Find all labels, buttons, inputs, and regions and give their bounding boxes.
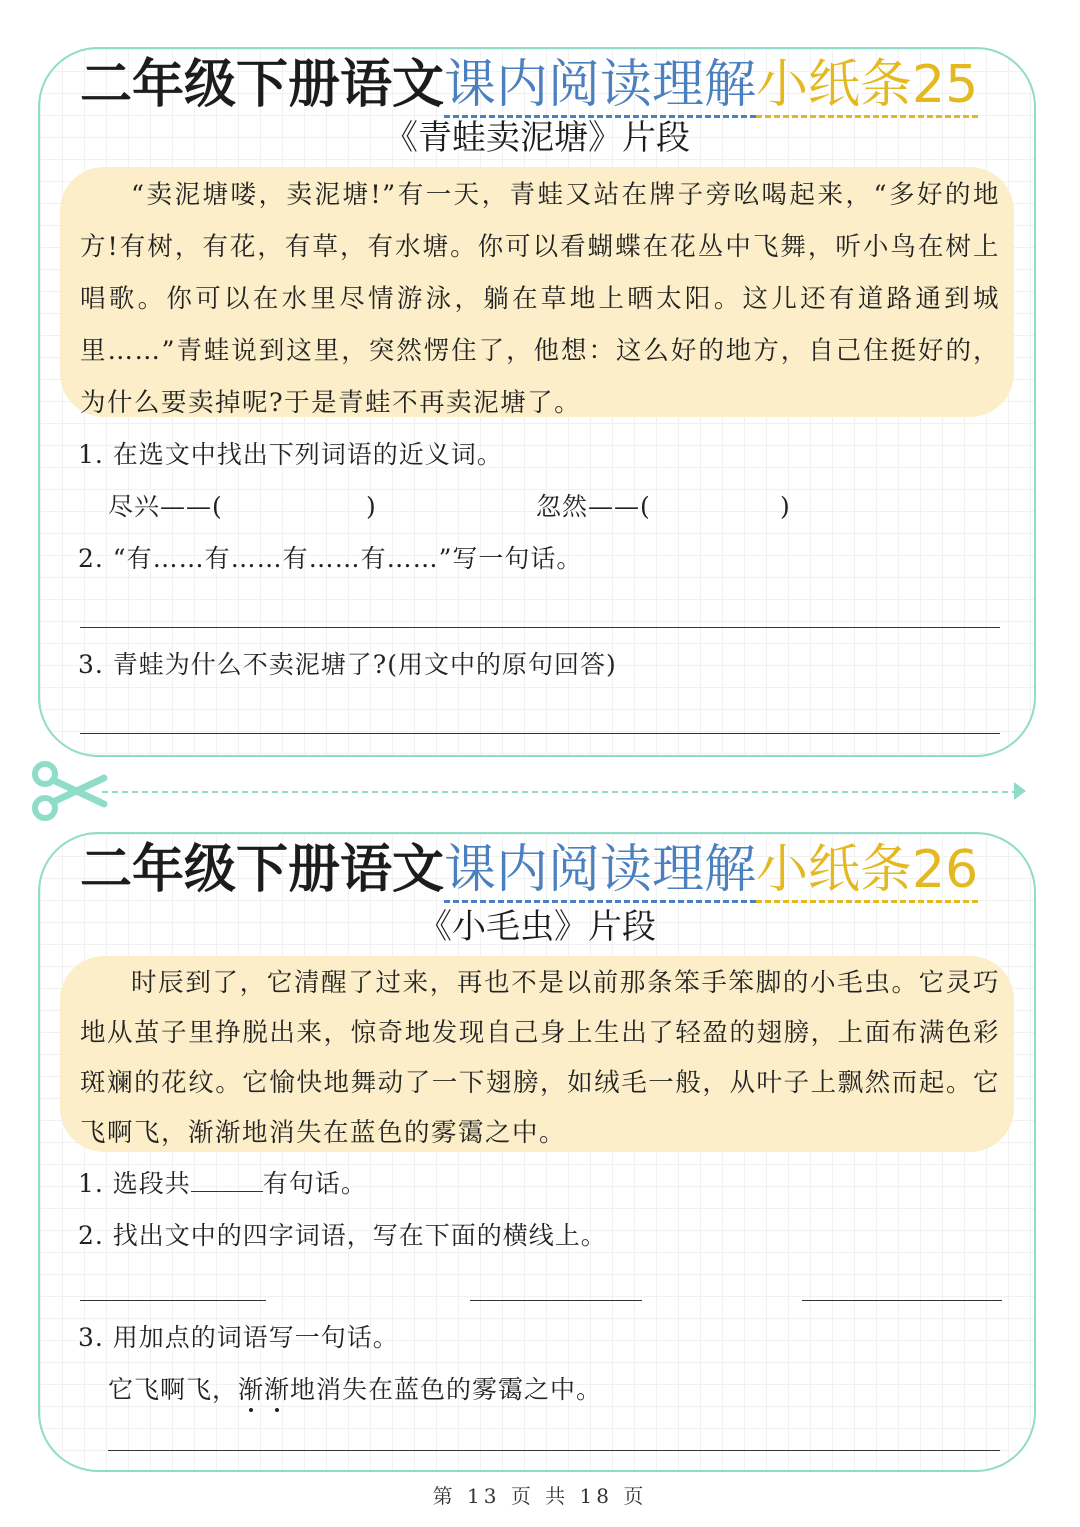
passage-subtitle: 《小毛虫》片段 (418, 907, 656, 947)
title-main: 二年级下册语文 (80, 840, 445, 900)
example-sentence (108, 1370, 602, 1410)
q1-word-a-close: ) (366, 492, 377, 521)
arrow-head-icon (1014, 782, 1026, 800)
question-3: 3. 青蛙为什么不卖泥塘了?(用文中的原句回答) (78, 650, 617, 679)
passage-subtitle: 《青蛙卖泥塘》片段 (384, 118, 690, 158)
worksheet-card-26 (38, 832, 1036, 1472)
worksheet-card-25 (38, 47, 1036, 757)
card-title (80, 836, 1004, 904)
dotted-char-1: 渐 (238, 1375, 265, 1404)
title-gold: 小纸条25 (756, 55, 978, 118)
question-1 (78, 1164, 367, 1204)
question-3: 3. 用加点的词语写一句话。 (78, 1323, 399, 1352)
question-2: 2. 找出文中的四字词语，写在下面的横线上。 (78, 1221, 607, 1250)
title-blue: 课内阅读理解 (444, 840, 756, 903)
cut-line-row (30, 760, 1030, 822)
answer-line-word-3[interactable] (802, 1300, 1002, 1301)
question-1: 1. 在选文中找出下列词语的近义词。 (78, 440, 503, 469)
reading-passage: 时辰到了，它清醒了过来，再也不是以前那条笨手笨脚的小毛虫。它灵巧地从茧子里挣脱出来，惊奇地发现自己身上生出了轻盈的翅膀，上面布满色彩斑斓的花纹。它愉快地舞动了一下翅膀，如绒毛一般，从叶子上飘然而起。它飞啊飞，渐渐地消失在蓝色的雾霭之中。 (80, 968, 1000, 1148)
q1-prefix: 1. 选段共 (78, 1169, 191, 1198)
q1-word-b: 忽然——( (536, 492, 651, 521)
answer-line-q3[interactable] (108, 1450, 1000, 1451)
title-gold: 小纸条26 (756, 840, 978, 903)
example-after: 地消失在蓝色的雾霭之中。 (290, 1375, 603, 1404)
answer-line-q2[interactable] (80, 627, 1000, 628)
card-title (80, 51, 1004, 119)
answer-line-word-1[interactable] (80, 1300, 266, 1301)
dotted-char-2: 渐 (264, 1375, 291, 1404)
answer-line-q3[interactable] (80, 733, 1000, 734)
question-2: 2. “有……有……有……有……”写一句话。 (78, 544, 583, 573)
title-main: 二年级下册语文 (80, 55, 445, 115)
reading-passage: “卖泥塘喽，卖泥塘!”有一天，青蛙又站在牌子旁吆喝起来，“多好的地方!有树，有花，有草，有水塘。你可以看蝴蝶在花丛中飞舞，听小鸟在树上唱歌。你可以在水里尽情游泳，躺在草地上晒太阳。这儿还有道路通到城里……”青蛙说到这里，突然愣住了，他想：这么好的地方，自己住挺好的，为什么要卖掉呢?于是青蛙不再卖泥塘了。 (80, 180, 1000, 418)
q1-word-a: 尽兴——( (108, 492, 223, 521)
q1-blank[interactable] (191, 1165, 263, 1192)
page-number: 第 13 页 共 18 页 (432, 1484, 648, 1508)
dashed-cut-line (102, 791, 1018, 793)
scissors-icon (30, 760, 110, 822)
answer-line-word-2[interactable] (470, 1300, 642, 1301)
q1-suffix: 有句话。 (262, 1169, 367, 1198)
title-blue: 课内阅读理解 (444, 55, 756, 118)
q1-word-b-close: ) (780, 492, 791, 521)
example-before: 它飞啊飞， (108, 1375, 239, 1404)
